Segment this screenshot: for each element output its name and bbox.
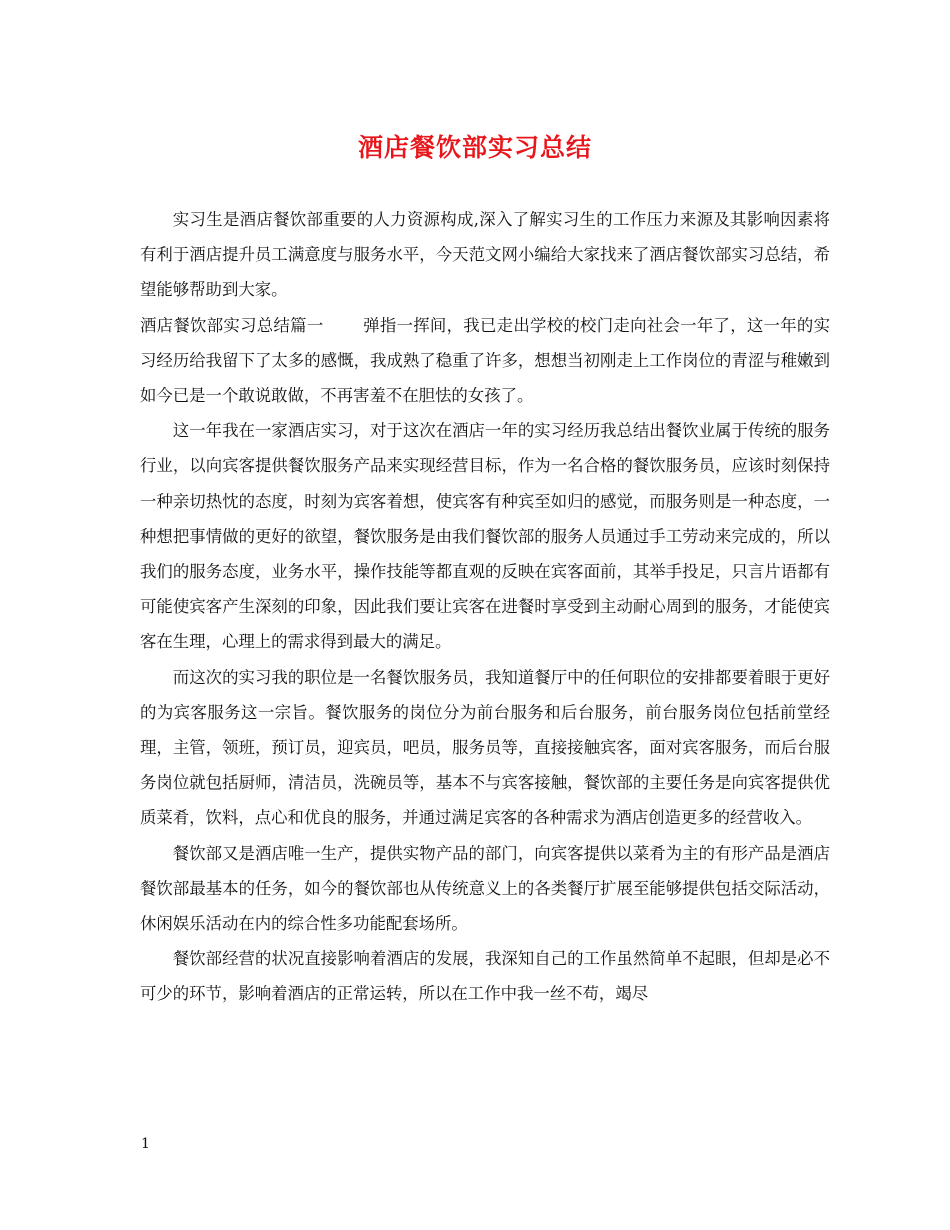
- paragraph-4: 餐饮部又是酒店唯一生产，提供实物产品的部门，向宾客提供以菜肴为主的有形产品是酒店餐饮部最基本的任务，如今的餐饮部也从传统意义上的各类餐厅扩展至能够提供包括交际活动，休闲娱乐活动在内的综合性多功能配套场所。: [140, 843, 830, 934]
- document-title: 酒店餐饮部实习总结: [357, 133, 592, 162]
- paragraph-3: 而这次的实习我的职位是一名餐饮服务员，我知道餐厅中的任何职位的安排都要着眼于更好的为宾客服务这一宗旨。餐饮服务的岗位分为前台服务和后台服务，前台服务岗位包括前堂经理，主管，领班，预订员，迎宾员，吧员，服务员等，直接接触宾客，面对宾客服务，而后台服务岗位就包括厨师，清洁员，洗碗员等，基本不与宾客接触，餐饮部的主要任务是向宾客提供优质菜肴，饮料，点心和优良的服务，并通过满足宾客的各种需求为酒店创造更多的经营收入。: [140, 667, 830, 828]
- page-number: 1: [141, 1136, 150, 1152]
- document-body: [140, 202, 830, 1012]
- section-paragraph-1: [140, 308, 830, 414]
- paragraph-1-text: 弹指一挥间，我已走出学校的校门走向社会一年了，这一年的实习经历给我留下了太多的感慨，我成熟了稳重了许多，想想当初刚走上工作岗位的青涩与稚嫩到如今已是一个敢说敢做，不再害羞不在胆怯的女孩了。: [140, 315, 830, 406]
- paragraph-5: 餐饮部经营的状况直接影响着酒店的发展，我深知自己的工作虽然简单不起眼，但却是必不可少的环节，影响着酒店的正常运转，所以在工作中我一丝不苟，竭尽: [140, 949, 830, 1004]
- paragraph-2: 这一年我在一家酒店实习，对于这次在酒店一年的实习经历我总结出餐饮业属于传统的服务行业，以向宾客提供餐饮服务产品来实现经营目标，作为一名合格的餐饮服务员，应该时刻保持一种亲切热忱的态度，时刻为宾客着想，使宾客有种宾至如归的感觉，而服务则是一种态度，一种想把事情做的更好的欲望，餐饮服务是由我们餐饮部的服务人员通过手工劳动来完成的，所以我们的服务态度，业务水平，操作技能等都直观的反映在宾客面前，其举手投足，只言片语都有可能使宾客产生深刻的印象，因此我们要让宾客在进餐时享受到主动耐心周到的服务，才能使宾客在生理，心理上的需求得到最大的满足。: [140, 421, 830, 652]
- section-heading: 酒店餐饮部实习总结篇一: [140, 315, 324, 335]
- intro-paragraph: 实习生是酒店餐饮部重要的人力资源构成,深入了解实习生的工作压力来源及其影响因素将有利于酒店提升员工满意度与服务水平，今天范文网小编给大家找来了酒店餐饮部实习总结，希望能够帮助到大家。: [140, 210, 830, 300]
